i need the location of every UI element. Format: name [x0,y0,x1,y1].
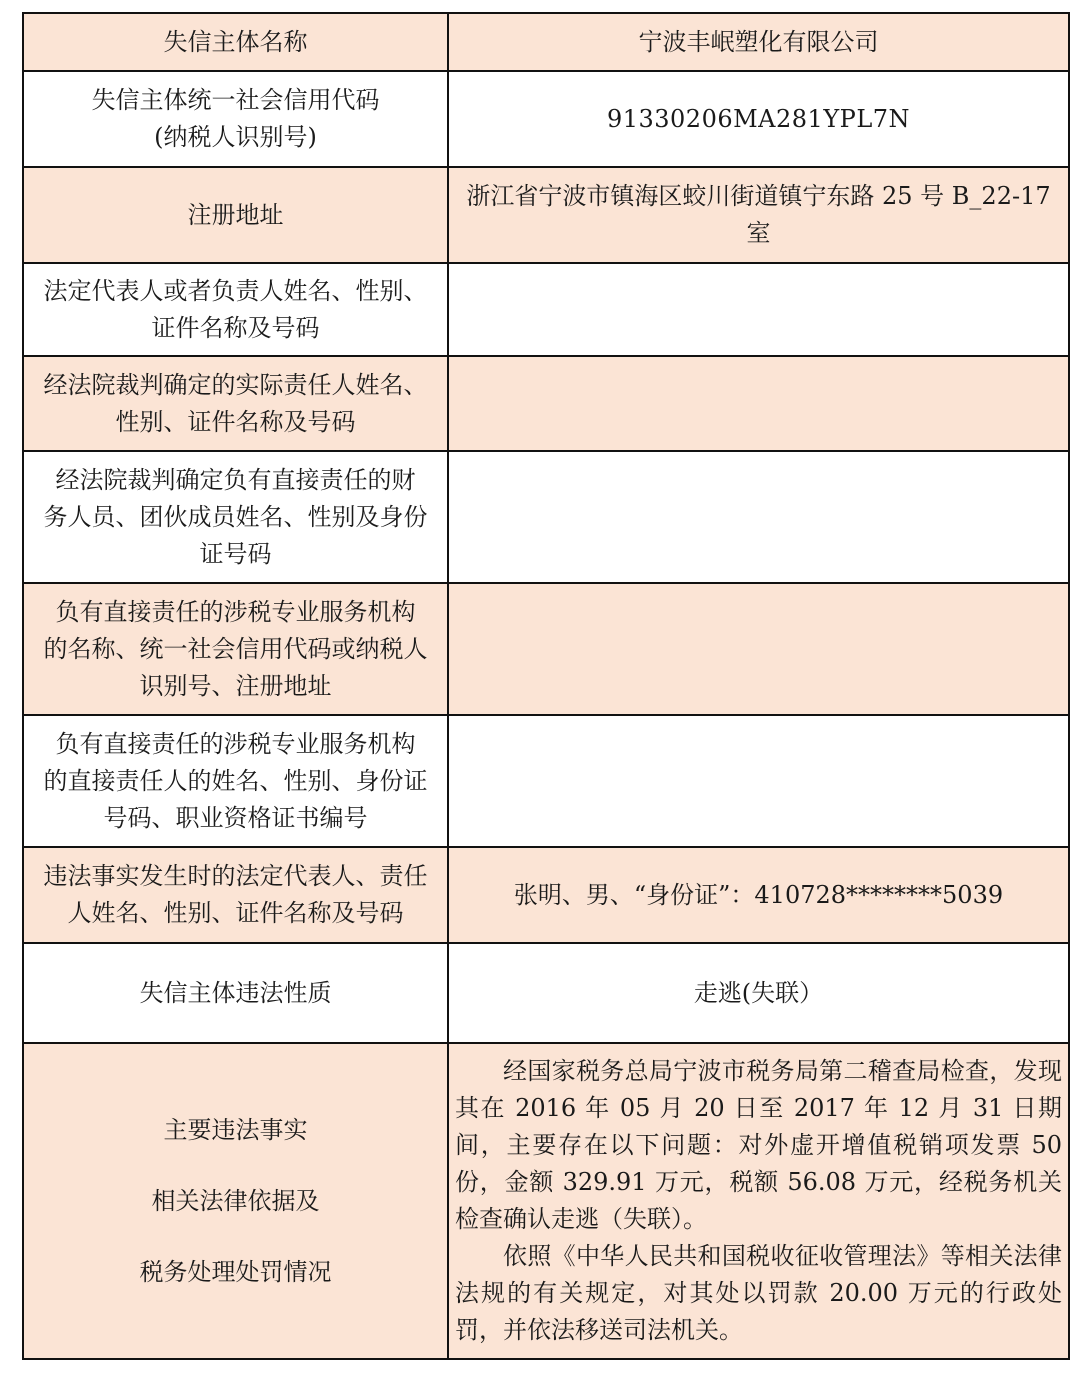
label-cell [23,943,448,1043]
value-cell [448,715,1069,847]
row-finance-personnel [23,451,1069,583]
label-line: 主要违法事实 [163,1115,308,1144]
facts-text-cell [448,1043,1069,1359]
label-line: 务人员、团伙成员姓名、性别及身份 [43,502,428,531]
value-cell [448,583,1069,715]
registered-address-value: 浙江省宁波市镇海区蛟川街道镇宁东路 25 号 B_22-17 室 [466,182,1051,247]
entity-name-value: 宁波丰岷塑化有限公司 [638,27,879,56]
row-tax-agency-responsible-person [23,715,1069,847]
violation-nature-value: 走逃(失联） [693,978,824,1007]
label-line: 违法事实发生时的法定代表人、责任 [43,862,428,890]
row-tax-agency [23,583,1069,715]
label-cell [23,356,448,451]
row-actual-responsible-person [23,356,1069,451]
label-line: 失信主体违法性质 [139,978,332,1007]
label-line: 相关法律依据及 [151,1186,320,1215]
label-cell [23,263,448,356]
value-cell [448,13,1069,71]
label-line: 税务处理处罚情况 [139,1257,332,1286]
label-line: 性别、证件名称及号码 [115,407,356,436]
credit-code-value: 91330206MA281YPL7N [606,104,911,133]
value-cell [448,356,1069,451]
label-line: 负有直接责任的涉税专业服务机构 [55,597,416,626]
label-line: 失信主体统一社会信用代码 [91,86,380,114]
label-line: (纳税人识别号) [154,123,317,151]
label-cell [23,167,448,263]
label-line: 注册地址 [187,200,284,229]
value-cell [448,263,1069,356]
row-legal-representative [23,263,1069,356]
representative-at-violation-value: 张明、男、“身份证”：410728********5039 [513,880,1004,909]
label-line: 证号码 [199,539,272,568]
label-cell [23,583,448,715]
label-cell [23,1043,448,1359]
row-registered-address [23,167,1069,263]
row-violation-nature [23,943,1069,1043]
label-line: 失信主体名称 [163,27,308,56]
row-entity-name [23,13,1069,71]
label-cell [23,13,448,71]
penalty-paragraph: 依照《中华人民共和国税收征收管理法》等相关法律法规的有关规定，对其处以罚款 20.00 万元的行政处罚，并依法移送司法机关。 [455,1242,1062,1344]
row-credit-code [23,71,1069,167]
row-representative-at-violation [23,847,1069,943]
value-cell [448,847,1069,943]
label-line: 法定代表人或者负责人姓名、性别、 [43,276,428,305]
facts-paragraph: 经国家税务总局宁波市税务局第二稽查局检查，发现其在 2016 年 05 月 20 日至 2017 年 12 月 31 日期间，主要存在以下问题：对外虚开增值税销项发票 50 份，金额 329.91 万元，税额 56.08 万元，经税务机关检查确认走逃（失联）。 [455,1057,1062,1233]
label-line: 人姓名、性别、证件名称及号码 [67,899,404,927]
dishonest-entity-record-table [22,12,1070,1360]
label-cell [23,715,448,847]
label-line: 识别号、注册地址 [139,671,332,700]
label-line: 的直接责任人的姓名、性别、身份证 [43,766,428,795]
label-line: 经法院裁判确定的实际责任人姓名、 [43,370,428,399]
label-cell [23,847,448,943]
value-cell [448,451,1069,583]
value-cell [448,71,1069,167]
label-line: 证件名称及号码 [151,313,320,342]
label-cell [23,71,448,167]
row-main-facts [23,1043,1069,1359]
label-line: 经法院裁判确定负有直接责任的财 [55,465,416,494]
label-line: 号码、职业资格证书编号 [103,803,368,832]
label-line: 负有直接责任的涉税专业服务机构 [55,729,416,758]
value-cell [448,943,1069,1043]
value-cell [448,167,1069,263]
label-line: 的名称、统一社会信用代码或纳税人 [43,634,428,663]
label-cell [23,451,448,583]
